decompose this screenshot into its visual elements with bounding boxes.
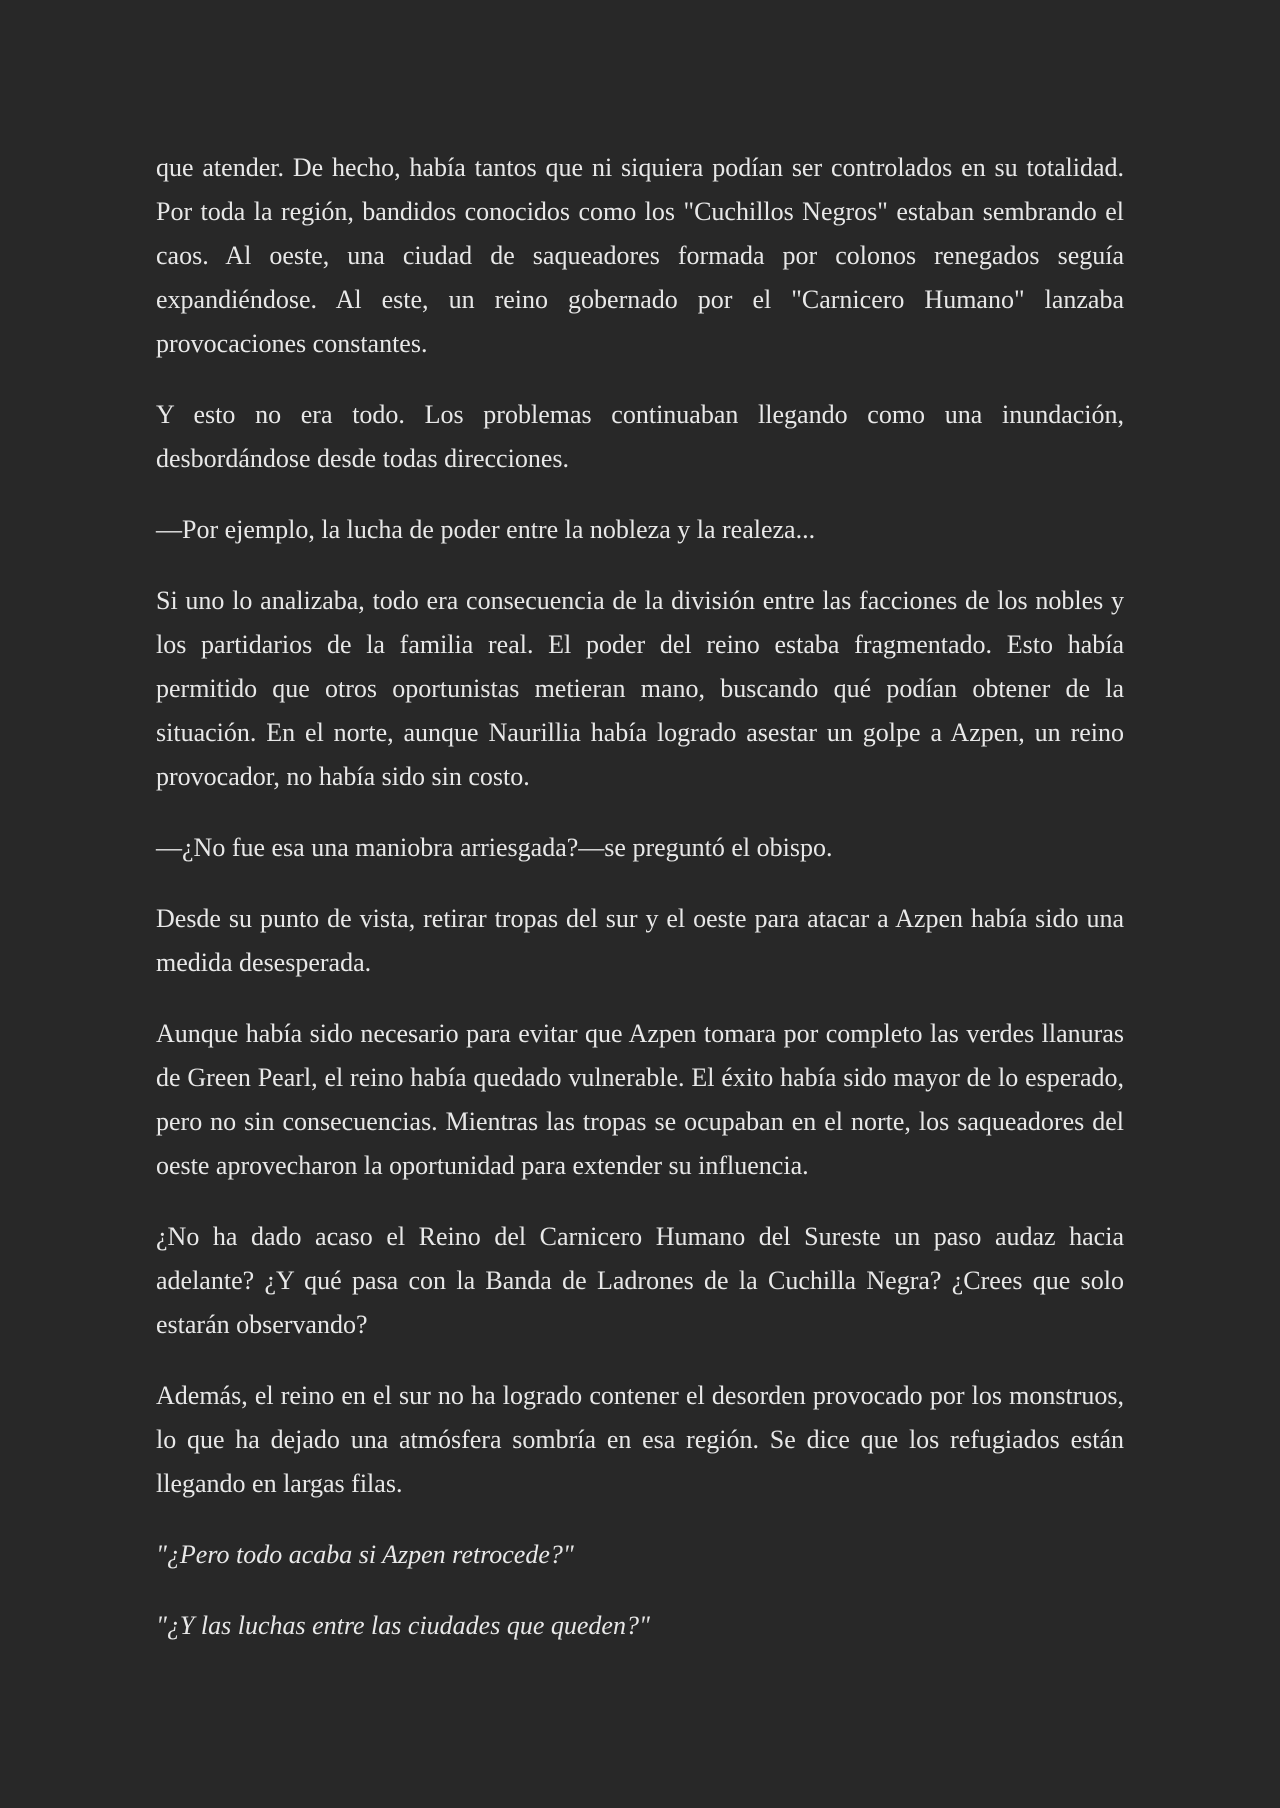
paragraph-1: que atender. De hecho, había tantos que ni siquiera podían ser controlados en su totalidad. Por toda la región, bandidos conocidos como los "Cuchillos Negros" estaban sembrando el caos. Al oeste, una ciudad de saqueadores formada por colonos renegados seguía expandiéndose. Al este, un reino gobernado por el "Carnicero Humano" lanzaba provocaciones constantes.	[156, 153, 1124, 358]
paragraph-4: Si uno lo analizaba, todo era consecuencia de la división entre las facciones de los nobles y los partidarios de la familia real. El poder del reino estaba fragmentado. Esto había permitido que otros oportunistas metieran mano, buscando qué podían obtener de la situación. En el norte, aunque Naurillia había logrado asestar un golpe a Azpen, un reino provocador, no había sido sin costo.	[156, 586, 1124, 791]
paragraph-8: ¿No ha dado acaso el Reino del Carnicero Humano del Sureste un paso audaz hacia adelante? ¿Y qué pasa con la Banda de Ladrones de la Cuchilla Negra? ¿Crees que solo estarán observando?	[156, 1222, 1124, 1339]
italic-quote-2: "¿Y las luchas entre las ciudades que queden?"	[156, 1611, 650, 1640]
italic-quote-1: "¿Pero todo acaba si Azpen retrocede?"	[156, 1540, 574, 1569]
paragraph-3: —Por ejemplo, la lucha de poder entre la nobleza y la realeza...	[156, 515, 816, 544]
paragraph-2: Y esto no era todo. Los problemas continuaban llegando como una inundación, desbordándose desde todas direcciones.	[156, 400, 1124, 473]
paragraph-7: Aunque había sido necesario para evitar que Azpen tomara por completo las verdes llanuras de Green Pearl, el reino había quedado vulnerable. El éxito había sido mayor de lo esperado, pero no sin consecuencias. Mientras las tropas se ocupaban en el norte, los saqueadores del oeste aprovecharon la oportunidad para extender su influencia.	[156, 1019, 1124, 1180]
paragraph-5: —¿No fue esa una maniobra arriesgada?—se preguntó el obispo.	[156, 833, 833, 862]
paragraph-6: Desde su punto de vista, retirar tropas del sur y el oeste para atacar a Azpen había sido una medida desesperada.	[156, 904, 1124, 977]
paragraph-9: Además, el reino en el sur no ha logrado contener el desorden provocado por los monstruos, lo que ha dejado una atmósfera sombría en esa región. Se dice que los refugiados están llegando en largas filas.	[156, 1381, 1124, 1498]
